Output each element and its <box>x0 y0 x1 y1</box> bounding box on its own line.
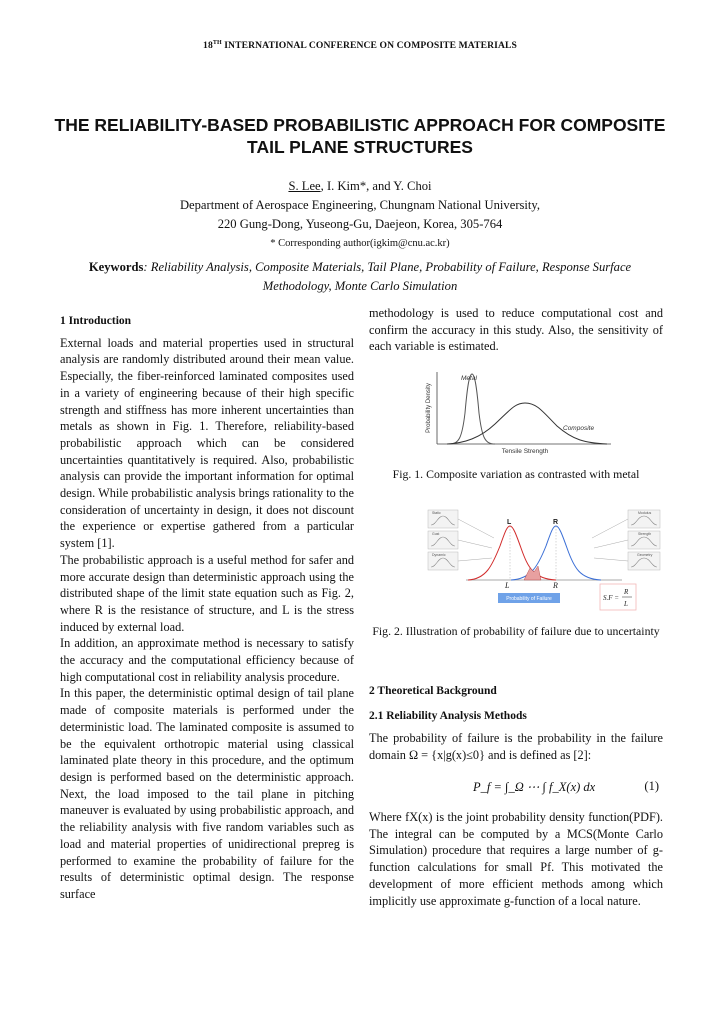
fig1-composite-label: Composite <box>563 425 595 432</box>
failure-overlap-region <box>524 566 541 580</box>
sf-text: S.F = <box>603 594 619 602</box>
conf-sup: TH <box>212 40 222 46</box>
composite-curve <box>447 403 607 444</box>
figure-1 <box>425 368 615 458</box>
equation-1 <box>369 777 663 803</box>
thumb-dynamic-label: Dynamic <box>432 553 446 557</box>
left-thumbnails <box>428 510 458 570</box>
right-arrows <box>592 519 628 561</box>
keywords-text: : Reliability Analysis, Composite Materials, Tail Plane, Probability of Failure, Response Surface Methodology, Monte Carlo Simulation <box>143 260 632 293</box>
thumb-modulus-label: Modulus <box>638 511 652 515</box>
thumb-gust-label: Gust <box>432 532 440 536</box>
affiliation-2: 220 Gung-Dong, Yuseong-Gu, Daejeon, Korea, 305-764 <box>217 217 503 231</box>
left-column <box>60 313 354 903</box>
fig2-label-R: R <box>553 519 559 526</box>
thumb-strength-label: Strength <box>638 532 652 536</box>
figure-2 <box>426 508 662 612</box>
intro-paragraph-3: In addition, an approximate method is necessary to satisfy the accuracy and the computational efficiency because of high computational cost in reliability analysis procedure. <box>60 636 354 684</box>
subsection-2-1-heading: 2.1 Reliability Analysis Methods <box>369 709 527 722</box>
fig1-ylabel: Probability Density <box>426 383 432 433</box>
conf-name: INTERNATIONAL CONFERENCE ON COMPOSITE MATERIALS <box>224 40 517 52</box>
conference-header <box>0 40 720 51</box>
keywords-block <box>60 258 660 296</box>
authors-block <box>0 177 720 253</box>
conf-number: 18 <box>203 40 213 52</box>
figure-1-caption: Fig. 1. Composite variation as contrasted with metal <box>392 467 640 481</box>
section-2-paragraph-1: The probability of failure is the probability in the failure domain Ω = {x|g(x)≤0} and is defined as [2]: <box>369 731 663 763</box>
keywords-label: Keywords <box>88 260 144 274</box>
sf-denominator: L <box>624 600 628 608</box>
intro-paragraph-1: External loads and material properties used in structural analysis are randomly distributed around their mean value. Especially, the fiber-reinforced laminated composites used in a variety of engineering because of their high specific strength and stiffness has more inherent uncertainties than metals as shown in Fig. 1. Therefore, reliability-based probabilistic approach which can be considered uncertainties quantitatively is required. Also, probabilistic analysis can provide the important information for optimal design. While probabilistic analysis brings rationality to the consideration of uncertainty in design, it does not discount the experience or expertise gathered from a particular system [1]. <box>60 335 354 551</box>
right-thumbnails <box>628 510 660 570</box>
section-1-heading: 1 Introduction <box>60 315 132 327</box>
intro-paragraph-4: In this paper, the deterministic optimal design of tail plane made of composite materials is performed under the deterministic load. The laminated composite is assumed to be the equivalent orthotropic material using classical laminated plate theory in this procedure, and the optimum design is performed based on the deterministic approach. Next, the load imposed to the tail plane in pitching maneuver is evaluated by using probabilistic approach, and the reliability analysis with five random variables such as load and material properties of unidirectional prepreg is performed to examine the probability of failure for the results of deterministic optimal design. The response surface <box>60 686 354 901</box>
pf-box-label: Probability of Failure <box>506 596 552 602</box>
fig2-label-L: L <box>507 519 512 526</box>
author-line <box>0 177 720 196</box>
equation-1-formula: P_f = ∫_Ω ⋯ ∫ f_X(x) dx <box>473 780 596 794</box>
thumb-static-label: Static <box>432 511 441 515</box>
other-authors: , I. Kim*, and Y. Choi <box>320 179 432 193</box>
section-2-paragraph-2: Where fX(x) is the joint probability density function(PDF). The integral can be computed by a MCS(Monte Carlo Simulation) procedure that requires a large number of g-function calculations for small Pf. This motivated the development of more efficient methods among which implicitly use approximate g-function of a local nature. <box>369 810 663 908</box>
thumb-geometry-label: Geometry <box>637 553 653 557</box>
intro-paragraph-5: methodology is used to reduce computational cost and confirm the accuracy in this study. Also, the sensitivity of each variable is estimated. <box>369 306 663 354</box>
fig2-axis-L: L <box>505 581 510 590</box>
sf-numerator: R <box>624 588 629 596</box>
right-column-bottom <box>369 809 663 909</box>
paper-title: THE RELIABILITY-BASED PROBABILISTIC APPROACH FOR COMPOSITE TAIL PLANE STRUCTURES <box>54 115 666 157</box>
section-2-block <box>369 683 663 764</box>
first-author: S. Lee <box>288 179 321 193</box>
equation-1-number: (1) <box>644 779 659 793</box>
fig2-axis-R: R <box>553 581 558 590</box>
metal-curve <box>449 374 495 444</box>
fig1-xlabel: Tensile Strength <box>501 448 549 455</box>
left-arrows <box>458 519 494 561</box>
section-2-heading: 2 Theoretical Background <box>369 685 497 697</box>
affiliation-1: Department of Aerospace Engineering, Chungnam National University, <box>179 198 541 212</box>
fig1-metal-label: Metal <box>461 375 477 382</box>
right-column-top <box>369 305 663 355</box>
corresponding-author: * Corresponding author(igkim@cnu.ac.kr) <box>270 238 450 249</box>
figure-2-caption: Fig. 2. Illustration of probability of failure due to uncertainty <box>372 624 660 638</box>
intro-paragraph-2: The probabilistic approach is a useful method for safer and more accurate design than deterministic approach using the distributed shape of the limit state equation such as Fig. 2, where R is the resistance of structure, and L is the stress induced by external load. <box>60 552 354 634</box>
